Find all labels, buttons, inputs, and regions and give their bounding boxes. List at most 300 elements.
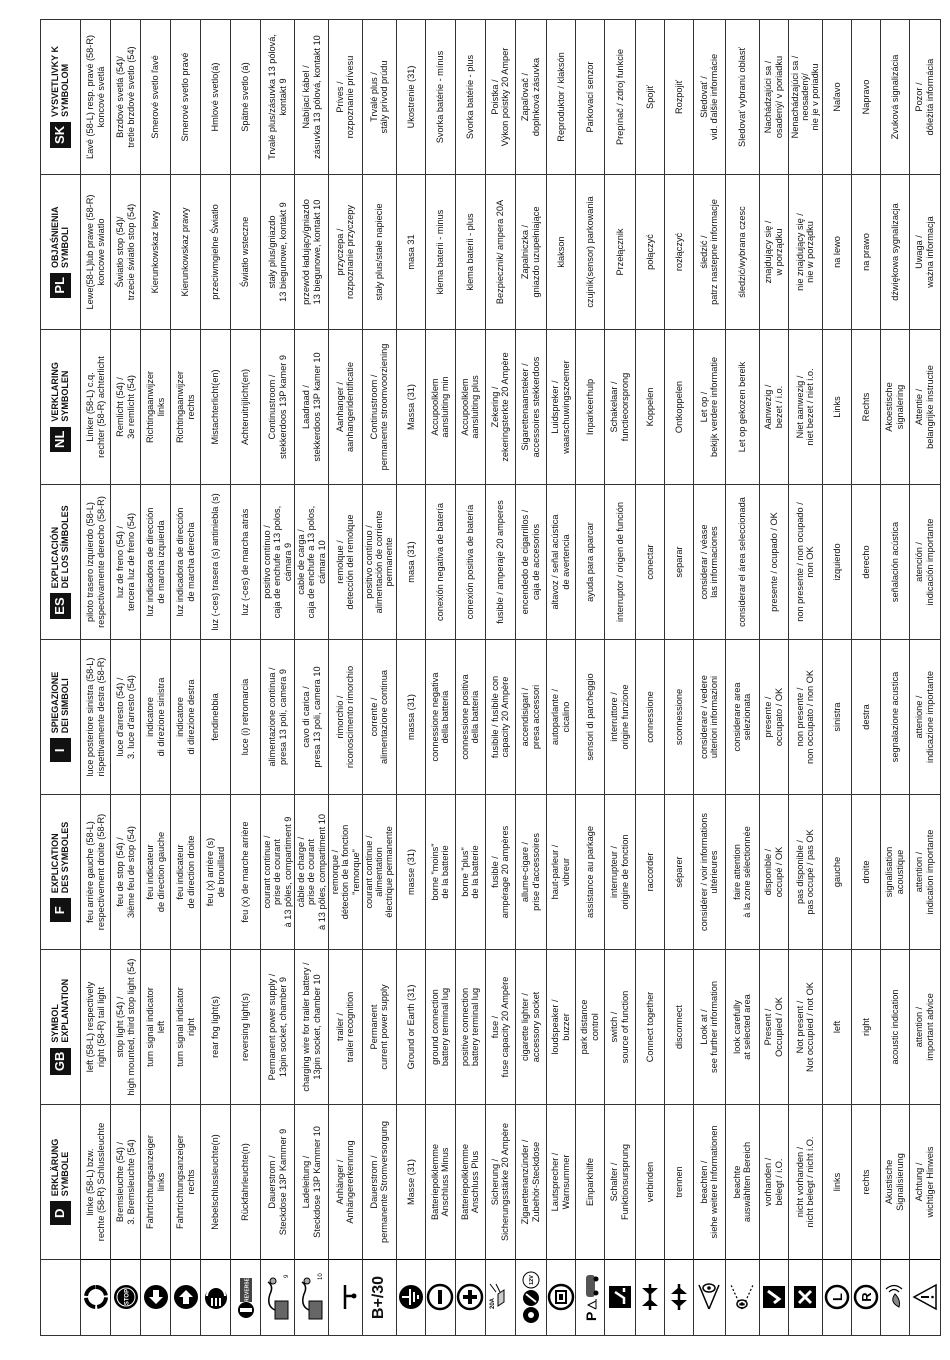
cell-d-text: nicht vorhanden / nicht belegt / nicht i.O. [794, 1136, 816, 1228]
cell-es [759, 485, 788, 640]
connect-together-icon [636, 1260, 664, 1335]
legend-row [880, 20, 909, 1336]
cell-pl-text: Lewe(58-L)lub prawe (58-R) koncowe swiatlo [85, 194, 106, 310]
cell-sk [201, 20, 231, 175]
cell-gb-text: Ground or Earth (31) [405, 984, 416, 1070]
cell-nl [822, 330, 851, 485]
flag-sk: SK [50, 122, 71, 148]
cell-es [515, 485, 546, 640]
legend-row [909, 20, 940, 1336]
cell-nl [485, 330, 515, 485]
fuse-20a-label: 20A [490, 1298, 497, 1310]
cell-pl [295, 175, 329, 330]
rotated-table-container [40, 20, 935, 1336]
symbol-cell [261, 1260, 295, 1336]
tail-light-left-right-icon [81, 1260, 110, 1335]
cell-es-text: remolque / detección del remolque [335, 514, 356, 610]
cell-i [362, 640, 396, 795]
cell-gb-text: cigarette lighter / accessory socket [520, 991, 541, 1063]
cell-nl-text: Akoestische signalering [884, 382, 905, 432]
cell-pl [396, 175, 425, 330]
cell-nl-text: Zekering / zekeringsterkte 20 Ampère [489, 352, 511, 462]
cell-pl-text: Przełącznik [614, 228, 625, 276]
warning-triangle-icon [910, 1260, 940, 1335]
legend-row [425, 20, 455, 1336]
cell-i [201, 640, 231, 795]
left-circle-icon [823, 1260, 851, 1335]
cell-d-text: Ladeleitung / Steckdose 13P Kammer 10 [301, 1126, 322, 1238]
cell-sk [880, 20, 909, 175]
park-p-label: P [582, 1312, 599, 1322]
cell-gb-text: rear fog light(s) [210, 996, 221, 1058]
cell-es-text: luz (-ces) trasera (s) antiniebla (s) [210, 493, 221, 631]
cell-d-text: Fahrtrichtungsanzeiger rechts [175, 1135, 196, 1229]
cell-i-text: attenione / indicazione importante [914, 671, 935, 763]
legend-row [664, 20, 693, 1336]
cell-gb-text: Not present / Not occupied / not OK [794, 982, 816, 1072]
cell-gb [909, 950, 940, 1105]
cell-pl-text: połączyć [644, 234, 655, 270]
symbol-cell [851, 1260, 880, 1336]
cell-pl-text: śledzić/wybrana czesc [737, 206, 748, 298]
cell-f [635, 795, 664, 950]
cell-nl [81, 330, 111, 485]
cell-nl-text: Links [831, 396, 842, 418]
cell-i [851, 640, 880, 795]
legend-row [261, 20, 295, 1336]
header-es [41, 485, 81, 640]
cell-sk [485, 20, 515, 175]
reversing-light-icon [231, 1260, 260, 1335]
symbol-cell [295, 1260, 329, 1336]
cell-nl-text: Let op gekozen bereik [737, 361, 748, 453]
legend-row [604, 20, 635, 1336]
cell-i-text: considerare / vedere ulteriori informazioni [698, 675, 720, 759]
cell-pl [141, 175, 171, 330]
cell-nl-text: Ontkoppelen [673, 380, 684, 434]
cell-es [546, 485, 575, 640]
cell-es [111, 485, 141, 640]
cell-f-text: feu indicateur de direction droite [175, 835, 196, 909]
cell-f [725, 795, 759, 950]
cell-nl-text: Attentie / belangrijke instructie [914, 365, 935, 449]
cell-gb-text: right [860, 1018, 871, 1036]
cell-nl-text: Richtingaanwijzer links [145, 371, 166, 444]
cell-i [909, 640, 940, 795]
legend-row [329, 20, 363, 1336]
cell-d-text: links [831, 1172, 842, 1192]
cell-es-text: non presente / non ocupado / non OK [794, 502, 816, 622]
symbol-cell [664, 1260, 693, 1336]
symbol-cell [141, 1260, 171, 1336]
cell-i-text: massa (31) [405, 694, 416, 740]
cell-gb [693, 950, 725, 1105]
header-nl [41, 330, 81, 485]
symbol-cell [485, 1260, 515, 1336]
cell-pl-text: Zapalniczka / gniazdo uzupełniające [520, 206, 541, 298]
cell-sk [822, 20, 851, 175]
eye-selected-area-icon [726, 1260, 759, 1335]
legend-row [822, 20, 851, 1336]
cell-d [295, 1105, 329, 1260]
cell-nl-text: Accupoolklem aansluiting min [429, 376, 451, 438]
symbol-cell [111, 1260, 141, 1336]
cell-sk [575, 20, 604, 175]
cell-es [604, 485, 635, 640]
cell-nl [295, 330, 329, 485]
cell-sk-text: Svorka batérie - plus [465, 54, 476, 140]
cell-pl-text: Światło wsteczne [240, 216, 251, 288]
cell-d-text: Batteriepolklemme Anschluss Minus [429, 1143, 451, 1221]
cell-pl [664, 175, 693, 330]
cell-sk [546, 20, 575, 175]
cell-f-text: feu arrière gauche (58-L) respectivement droite (58-R) [85, 813, 106, 931]
cell-i [329, 640, 363, 795]
cell-sk [788, 20, 822, 175]
cell-pl-text: przyczepa / rozpoznanie przyczepy [335, 205, 356, 299]
cell-gb-text: reversing light(s) [240, 993, 251, 1061]
cell-pl-text: na prawo [860, 233, 871, 271]
cross-not-present-icon [789, 1260, 822, 1335]
cell-pl-text: Światło stop (54)/ trzecie światło stop (54) [115, 203, 136, 301]
cell-gb [261, 950, 295, 1105]
cell-nl-text: Mistachterlicht(en) [210, 369, 221, 445]
cell-sk-text: Poistka / Výkon poistky 20 Amper [489, 47, 511, 147]
cell-nl-text: Richtingaanwijzer rechts [175, 371, 196, 444]
cell-es [141, 485, 171, 640]
cell-gb-text: switch / source of function [609, 990, 630, 1064]
cell-nl-text: Koppelen [644, 387, 655, 427]
flag-de: D [50, 1201, 71, 1225]
cell-d-text: Nebelschlussleuchte(n) [210, 1134, 221, 1230]
cell-gb-text: charging wire for trailer battery / 13pin socket, chamber 10 [301, 962, 322, 1092]
cell-f-text: pas disponible / pas occupé / pas OK [794, 829, 816, 915]
left-l-label: L [829, 1293, 845, 1302]
cell-d-text: Schalter / Funktionsursprung [609, 1143, 630, 1221]
cell-es [822, 485, 851, 640]
cell-d-text: beachte auswählten Bereich [731, 1141, 753, 1223]
cell-gb [575, 950, 604, 1105]
legend-row [515, 20, 546, 1336]
cell-gb [81, 950, 111, 1105]
cell-i [111, 640, 141, 795]
cell-i [515, 640, 546, 795]
cell-f [909, 795, 940, 950]
cell-f [851, 795, 880, 950]
permanent-power-supply-icon [261, 1260, 294, 1335]
cell-gb-text: ground connection battery terminal lug [429, 987, 451, 1067]
cell-f-text: gauche [831, 856, 842, 888]
cell-nl [546, 330, 575, 485]
cell-f [329, 795, 363, 950]
cell-d [575, 1105, 604, 1260]
cell-nl [362, 330, 396, 485]
symbol-cell [515, 1260, 546, 1336]
acoustic-signal-icon [881, 1260, 909, 1335]
header-pl-title: OBJAŚNIENIA SYMBOLI [49, 206, 70, 268]
cell-pl [81, 175, 111, 330]
symbol-cell [759, 1260, 788, 1336]
cell-es-text: señalación acústica [889, 521, 900, 603]
cell-i-text: considerare area selezionata [731, 682, 753, 752]
cell-f-text: courant continue / prise de courant à 13 pôles, compartiment 9 [262, 816, 293, 928]
cell-f-text: masse (31) [405, 849, 416, 895]
cell-pl [880, 175, 909, 330]
cell-nl-text: Continustroom / permanente stroomvoorziening [369, 343, 390, 471]
symbol-cell [231, 1260, 261, 1336]
cell-pl [635, 175, 664, 330]
cell-f [546, 795, 575, 950]
cell-sk-text: Zvuková signalizácia [889, 54, 900, 140]
cell-i-text: luce (i) retromarcia [240, 678, 251, 756]
cell-es [231, 485, 261, 640]
cell-d [515, 1105, 546, 1260]
cell-f [201, 795, 231, 950]
symbol-cell [171, 1260, 201, 1336]
cell-sk-text: Pozor / dôležitá informácia [914, 58, 935, 136]
cell-d [909, 1105, 940, 1260]
cell-gb [455, 950, 485, 1105]
cell-i-text: connessione negativa della batteria [429, 672, 451, 762]
cell-f [575, 795, 604, 950]
cell-f [141, 795, 171, 950]
cell-i [141, 640, 171, 795]
cell-pl [171, 175, 201, 330]
cell-d-text: Dauerstrom / Steckdose 13P Kammer 9 [267, 1128, 288, 1236]
symbol-legend-sheet [40, 20, 935, 1336]
eye-look-icon [694, 1260, 725, 1335]
symbol-cell [693, 1260, 725, 1336]
cell-gb-text: Present / Occupied / OK [763, 997, 784, 1057]
symbol-cell [81, 1260, 111, 1336]
cell-es-text: izquierdo [831, 543, 842, 581]
cell-sk [171, 20, 201, 175]
cell-sk-text: Príves / rozpoznanie prívesu [335, 55, 356, 139]
cell-i-text: presente / occupato / OK [763, 687, 784, 747]
cell-pl [604, 175, 635, 330]
cell-i-text: segnalazione acustica [889, 671, 900, 763]
legend-row [546, 20, 575, 1336]
cell-sk-text: Naľavo [831, 82, 842, 112]
cell-nl [725, 330, 759, 485]
cell-i-text: fusibile / fusibile con capacity 20 Ampère [489, 675, 511, 759]
header-fr-title: EXPLICATION DES SYMBOLES [49, 821, 70, 894]
cell-d-text: Fahrtrichtungsanzeiger links [145, 1135, 166, 1229]
cell-nl [880, 330, 909, 485]
cell-d-text: trennen [673, 1166, 684, 1198]
cell-sk-text: Spojiť [644, 85, 655, 109]
cell-sk-text: Sledovať / vid. ďalšie informácie [698, 53, 720, 141]
cell-f [604, 795, 635, 950]
rear-fog-light-icon [201, 1260, 230, 1335]
cell-pl [693, 175, 725, 330]
disconnect-icon [665, 1260, 693, 1335]
symbol-cell [575, 1260, 604, 1336]
cell-es [635, 485, 664, 640]
cell-es [851, 485, 880, 640]
cell-d [362, 1105, 396, 1260]
symbol-cell [604, 1260, 635, 1336]
cell-pl-text: klakson [555, 236, 566, 268]
cell-f-text: allume-cigare / prise d'accessoires [520, 833, 541, 911]
cell-d [329, 1105, 363, 1260]
cell-sk-text: Prepínač / zdroj funkcie [614, 49, 625, 146]
cell-d [851, 1105, 880, 1260]
cell-nl-text: Niet aanwezig / niet bezet / niet i.o. [794, 368, 816, 446]
cell-gb [880, 950, 909, 1105]
cell-gb [295, 950, 329, 1105]
cell-es-text: encendedo de cigarrillos / caja de accesorios [520, 509, 541, 615]
cell-f [396, 795, 425, 950]
stop-light-icon [111, 1260, 140, 1335]
cell-d [759, 1105, 788, 1260]
cell-es-text: masa (31) [405, 541, 416, 583]
cell-f [485, 795, 515, 950]
right-r-label: R [858, 1292, 874, 1303]
legend-row [111, 20, 141, 1336]
cell-d [455, 1105, 485, 1260]
cell-es-text: interruptor / origen de función [614, 501, 625, 623]
cell-i-text: interruttore / origine funzione [609, 684, 630, 750]
cell-gb [546, 950, 575, 1105]
cell-es [880, 485, 909, 640]
cell-gb-text: turn signal indicator right [175, 987, 196, 1067]
cell-nl [111, 330, 141, 485]
legend-row [141, 20, 171, 1336]
header-it [41, 640, 81, 795]
cell-d-text: beachten / siehe weitere Informationen [698, 1125, 720, 1239]
cell-d-text: Anhänger / Anhängererkennung [335, 1140, 356, 1224]
cell-i-text: connessione positiva della batteria [459, 674, 481, 760]
cell-pl-text: rozłączyć [673, 232, 684, 272]
cell-pl-text: przeciwmgielne Światło [210, 204, 221, 300]
cell-gb [329, 950, 363, 1105]
symbol-cell [546, 1260, 575, 1336]
cell-es-text: conectar [644, 544, 655, 580]
cell-es [909, 485, 940, 640]
flag-fr: F [50, 898, 71, 922]
cell-pl-text: na lewo [831, 236, 842, 268]
cell-gb-text: fuse / fuse capacity 20 Ampère [489, 976, 511, 1078]
cell-d-text: vorhanden / belegt / i.O. [763, 1157, 784, 1207]
turn-signal-right-icon [171, 1260, 200, 1335]
cell-gb [201, 950, 231, 1105]
cell-es-text: positivo continuo / caja de enchufe a 13 polos, cámara 9 [262, 505, 293, 619]
cell-sk-text: Brzdové svetlá (54)/ tretie brzdové svetlo (54) [115, 46, 136, 148]
cell-d-text: Batteriepolklemme Anschluss Plus [459, 1143, 481, 1221]
cell-i [635, 640, 664, 795]
cell-pl [788, 175, 822, 330]
cell-sk [604, 20, 635, 175]
cell-es [485, 485, 515, 640]
header-row [41, 20, 81, 1336]
cell-nl [425, 330, 455, 485]
cell-f-text: feu indicateur de direction gauche [145, 831, 166, 913]
cell-sk [141, 20, 171, 175]
cell-sk [231, 20, 261, 175]
cell-nl [664, 330, 693, 485]
cell-i-text: sconnessione [673, 688, 684, 746]
legend-row [171, 20, 201, 1336]
header-gb [41, 950, 81, 1105]
cell-nl [396, 330, 425, 485]
cell-f [425, 795, 455, 950]
cell-d [261, 1105, 295, 1260]
cell-d [880, 1105, 909, 1260]
cell-sk-text: Hmlové svetlo(á) [210, 62, 221, 132]
cell-d-text: Bremsleuchte (54) / 3. Bremsleuchte (54) [115, 1139, 136, 1225]
cell-sk-text: Zapaľovač / doplnková zásuvka [520, 57, 541, 137]
cell-f-text: borne "moins" de la batterie [429, 843, 451, 901]
cell-sk [635, 20, 664, 175]
cell-nl [635, 330, 664, 485]
cell-pl-text: przewód ładujący/gniazdo 13 biegunowe, kontakt 10 [301, 199, 322, 305]
cell-d [604, 1105, 635, 1260]
cell-pl-text: czujnik(sensor) parkowania [584, 196, 595, 308]
cell-f-text: borne "plus" de la batterie [459, 845, 481, 899]
symbol-cell [788, 1260, 822, 1336]
cell-f [81, 795, 111, 950]
cell-i [725, 640, 759, 795]
cell-pl [822, 175, 851, 330]
cell-es [788, 485, 822, 640]
cell-f [788, 795, 822, 950]
cell-pl-text: Kierunkowskaz prawy [180, 207, 191, 297]
cell-f-text: attention / indication importante [914, 829, 935, 915]
cell-es-text: luz de freno (54) / tercera luz de freno (54) [115, 512, 136, 612]
cell-es [201, 485, 231, 640]
cell-d-text: Rückfahrleuchte(n) [240, 1143, 251, 1221]
cell-nl-text: Rechts [860, 392, 871, 422]
cell-pl [261, 175, 295, 330]
cell-gb-text: Look at / see further information [698, 981, 720, 1073]
cell-f-text: feu de stop (54) / 3ième feu de stop (54) [115, 826, 136, 918]
cell-d-text: linke (58-L) bzw. rechte (58-R) Schlussleuchte [85, 1122, 106, 1242]
cell-nl [261, 330, 295, 485]
cell-d [111, 1105, 141, 1260]
cell-i-text: indicatore di direzione sinistra [145, 677, 166, 757]
cell-pl [759, 175, 788, 330]
cell-es [693, 485, 725, 640]
cell-d [425, 1105, 455, 1260]
cell-f-text: assistance au parkage [584, 826, 595, 918]
cell-d [231, 1105, 261, 1260]
cell-nl-text: Continustroom / stekkerdoos 13P kamer 9 [267, 355, 288, 460]
header-es-title: EXPLICACIÓN DE LOS SÍMBOLES [49, 505, 70, 589]
symbol-cell [725, 1260, 759, 1336]
trailer-recognition-icon [329, 1260, 362, 1335]
cell-sk [362, 20, 396, 175]
legend-row [788, 20, 822, 1336]
cell-pl-text: nie znajdujący się / nie w porządku [794, 213, 816, 291]
cell-nl [201, 330, 231, 485]
cell-i [295, 640, 329, 795]
cell-f-text: courant continue / alimentation électrique permanente [363, 826, 395, 918]
cell-nl [909, 330, 940, 485]
cell-es [425, 485, 455, 640]
cell-gb [425, 950, 455, 1105]
legend-row [295, 20, 329, 1336]
cell-i [759, 640, 788, 795]
cell-gb-text: trailer / trailer recognition [335, 991, 356, 1063]
header-de [41, 1105, 81, 1260]
cell-pl-text: Uwaga / ważna informacja [914, 216, 935, 288]
cell-nl-text: Remlicht (54) / 3e remlicht (54) [115, 375, 136, 439]
cell-es-text: atención / indicación importante [914, 518, 935, 606]
cell-d [396, 1105, 425, 1260]
flag-pl: PL [50, 273, 71, 298]
cell-es-text: piloto trasero izquierdo (58-L) respectivamente derecho (58-R) [85, 496, 106, 628]
